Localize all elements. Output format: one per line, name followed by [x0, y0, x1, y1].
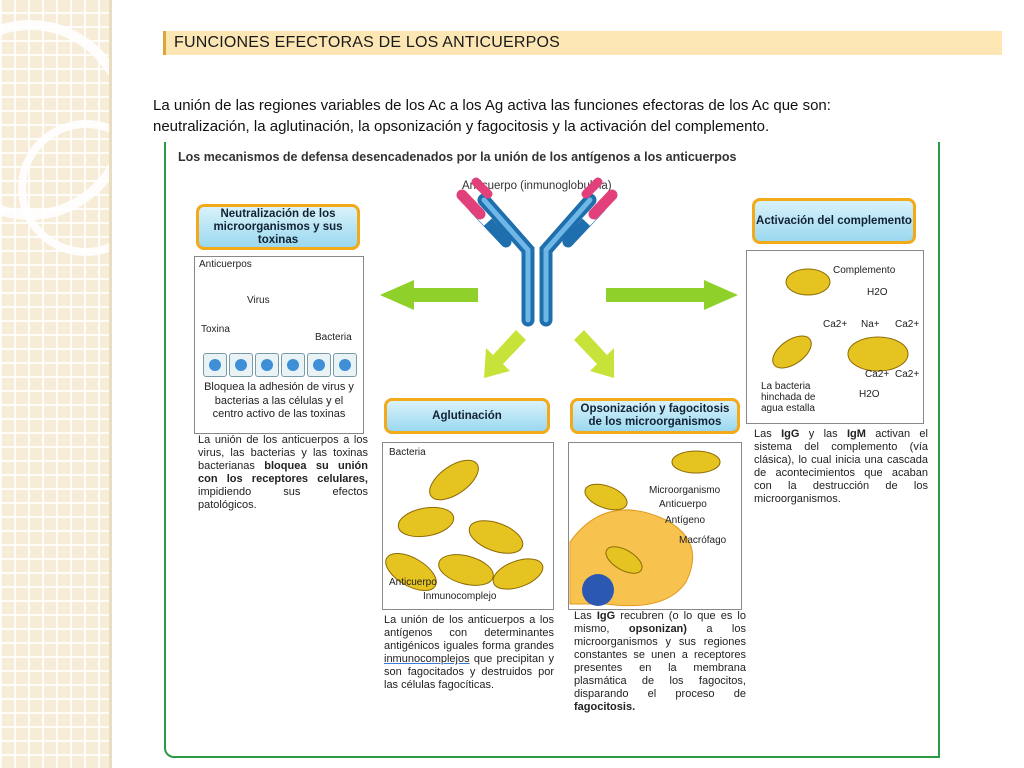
host-cell: [229, 353, 253, 377]
neutralization-text-c: impidiendo sus efectos patológicos.: [198, 486, 368, 511]
opsonization-text: [574, 610, 746, 714]
arrow-right: [606, 280, 738, 310]
arrow-left: [380, 280, 478, 310]
ca-label-1: Ca2+: [823, 319, 848, 330]
neutralization-caption: Bloquea la adhesión de virus y bacterias a las células y el centro activo de las toxinas: [204, 381, 354, 420]
complement-text-e: activan el sistema del complemento (vía clásica), lo cual inicia una cascada de acontecimientos que acaban con la destrucción de los microorganismos.: [754, 428, 928, 505]
antibody-label: Anticuerpo (inmunoglobulina): [462, 180, 612, 192]
h2o-top-label: H2O: [867, 287, 888, 298]
ca-label-4: Ca2+: [895, 369, 920, 380]
na-label: Na+: [861, 319, 880, 330]
agglutination-panel: [382, 442, 554, 610]
opsonization-header: Opsonización y fagocitosis de los microorganismos: [570, 398, 740, 434]
agglutination-text: [384, 614, 554, 692]
macrophage-label: Macrófago: [679, 535, 727, 546]
ca-label-3: Ca2+: [865, 369, 890, 380]
complement-header: Activación del complemento: [752, 198, 916, 244]
toxin-label: Toxina: [201, 324, 230, 335]
slide-title-bar: [163, 31, 1002, 55]
host-cell: [203, 353, 227, 377]
intro-line-2: neutralización, la aglutinación, la opsonización y fagocitosis y la activación del complemento.: [153, 118, 770, 135]
opsonization-text-a: Las: [574, 610, 592, 622]
host-cell: [255, 353, 279, 377]
ca-label-2: Ca2+: [895, 319, 920, 330]
virus-label: Virus: [247, 295, 270, 306]
agglutination-text-b: inmunocomplejos: [384, 653, 470, 665]
opsonization-panel: [568, 442, 742, 610]
agglutination-text-c: que precipitan y son fagocitados y destruidos por las células fagocíticas.: [384, 653, 554, 691]
neutralization-header: Neutralización de los microorganismos y sus toxinas: [196, 204, 360, 250]
h2o-bottom-label: H2O: [859, 389, 880, 400]
neutralization-panel: [194, 256, 364, 434]
immunocomplex-label: Inmunocomplejo: [423, 591, 497, 602]
complement-panel: [746, 250, 924, 424]
slide-title: FUNCIONES EFECTORAS DE LOS ANTICUERPOS: [174, 34, 561, 51]
neutralization-text-b: bloquea su unión con los receptores celulares,: [198, 460, 368, 485]
microorganism-label: Microorganismo: [649, 485, 721, 496]
complement-text-a: Las: [754, 428, 772, 440]
opsonization-text-e: a los microorganismos y sus regiones constantes se unen a receptores presentes en la membrana plasmática de los fagocitos, disparando el proceso de: [574, 623, 746, 700]
decorative-sidebar: [0, 0, 112, 768]
arrow-down-right: [574, 330, 614, 378]
agglutination-header: Aglutinación: [384, 398, 550, 434]
agglutination-bacteria-label: Bacteria: [389, 447, 426, 458]
opsonization-text-d: opsonizan): [628, 623, 687, 635]
neutralization-text-a: La unión de los anticuerpos a los virus, las bacterias y las toxinas bacterianas: [198, 434, 368, 472]
complement-text-d: IgM: [846, 428, 866, 440]
opsonization-text-c: recubren (o lo que es lo mismo,: [574, 610, 746, 635]
host-cells-row: [203, 353, 359, 379]
defense-mechanisms-figure: [164, 142, 940, 758]
opsonization-text-b: IgG: [596, 610, 616, 622]
host-cell: [333, 353, 357, 377]
agglutination-antibody-label: Anticuerpo: [389, 577, 437, 588]
intro-paragraph: [153, 95, 913, 137]
figure-title: Los mecanismos de defensa desencadenados por la unión de los antígenos a los anticuerpos: [178, 150, 737, 164]
opsonization-text-f: fagocitosis.: [574, 701, 636, 713]
agglutination-text-a: La unión de los anticuerpos a los antígenos con determinantes antigénicos iguales forma grandes: [384, 614, 554, 652]
swollen-bacteria-label: La bacteria hinchada de agua estalla: [761, 381, 816, 414]
antigen-label: Antígeno: [665, 515, 706, 526]
arrow-down-left: [484, 330, 526, 378]
opsonization-antibody-label: Anticuerpo: [659, 499, 707, 510]
neutralization-text: [198, 434, 368, 512]
bacteria-label: Bacteria: [315, 332, 352, 343]
complement-text-b: IgG: [781, 428, 800, 440]
intro-line-1: La unión de las regiones variables de los Ac a los Ag activa las funciones efectoras de los Ac que son:: [153, 97, 831, 114]
host-cell: [307, 353, 331, 377]
antibody-icon: [462, 182, 612, 320]
decorative-ring-small: [18, 120, 154, 256]
antibodies-label: Anticuerpos: [199, 259, 252, 270]
host-cell: [281, 353, 305, 377]
complement-text-c: y las: [808, 428, 838, 440]
complement-label: Complemento: [833, 265, 896, 276]
complement-text: [754, 428, 928, 506]
